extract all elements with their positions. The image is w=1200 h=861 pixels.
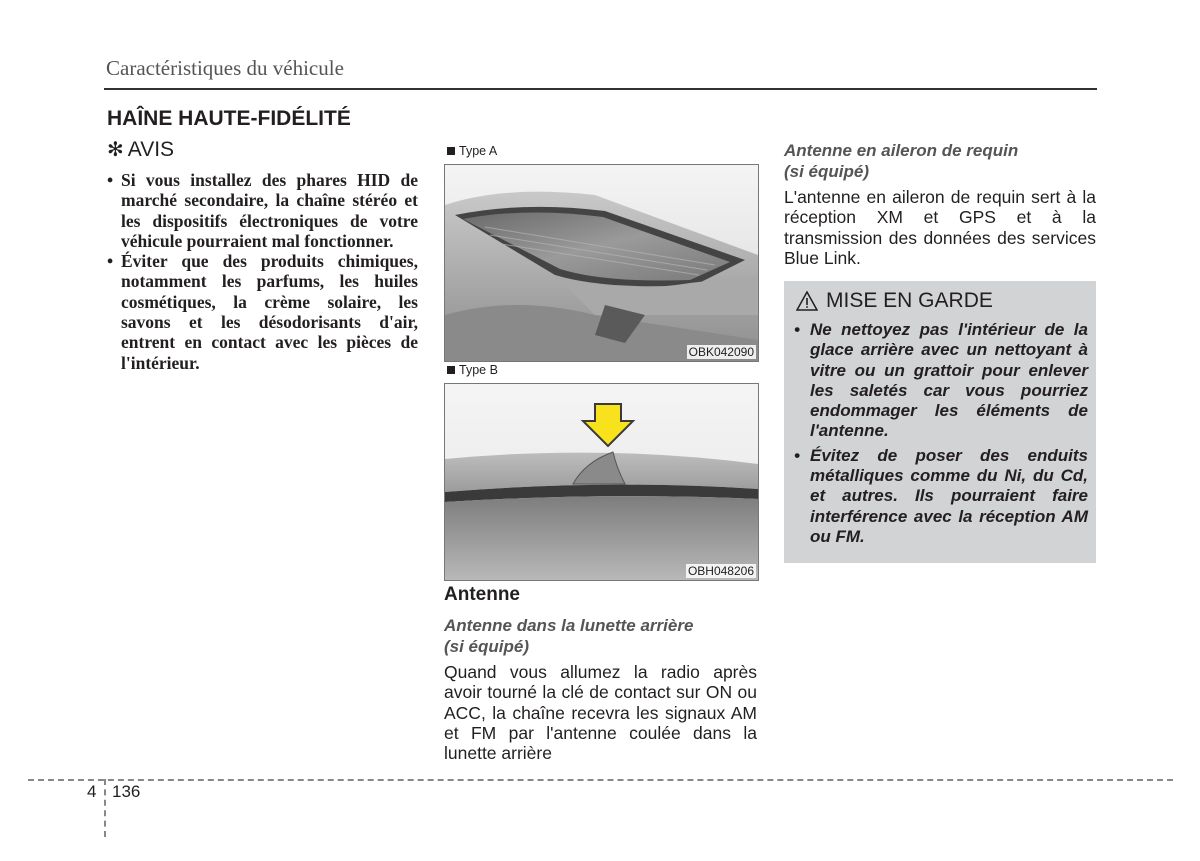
- shark-fin-subheading: Antenne en aileron de requin (si équipé): [784, 141, 1019, 181]
- footer-divider: [28, 779, 1173, 781]
- figure-type-b: [444, 383, 759, 581]
- square-bullet-icon: [447, 147, 455, 155]
- avis-notice: [107, 137, 418, 373]
- page-number: 136: [112, 782, 141, 801]
- antenne-heading: Antenne: [444, 584, 520, 605]
- shark-fin-body: L'antenne en aileron de requin sert à la réception XM et GPS et à la transmission des données des services Blue Link.: [784, 187, 1096, 268]
- shark-fin-antenna-illustration: [445, 384, 758, 580]
- bullet-icon: •: [107, 170, 114, 190]
- list-item: • Ne nettoyez pas l'intérieur de la glace arrière avec un nettoyant à vitre ou un grattoir pour enlever les saletés car vous pourriez endommager les éléments de l'antenne.: [794, 320, 1088, 441]
- antenne-section: [444, 584, 757, 763]
- antenne-subheading: Antenne dans la lunette arrière (si équipé): [444, 616, 694, 656]
- chapter-number: 4: [87, 782, 97, 801]
- list-item: • Évitez de poser des enduits métalliques comme du Ni, du Cd, et autres. Ils pourraient faire interférence avec la réception AM ou FM.: [794, 445, 1088, 546]
- list-item: • Éviter que des produits chimiques, notamment les parfums, les huiles cosmétiques, la crème solaire, les savons et les désodorisants d'air, entrent en contact avec les pièces de l'intérieur.: [107, 251, 418, 373]
- rear-window-antenna-illustration: [445, 165, 758, 361]
- warning-triangle-icon: [796, 291, 818, 311]
- running-header: Caractéristiques du véhicule: [106, 56, 344, 80]
- warning-list: [794, 320, 1088, 551]
- warning-box: [784, 281, 1096, 563]
- footer-vertical-divider: [104, 779, 106, 837]
- figure-code: OBK042090: [688, 345, 754, 359]
- bullet-icon: •: [107, 251, 114, 272]
- avis-list: [107, 170, 418, 373]
- bullet-icon: •: [794, 320, 800, 339]
- antenne-body: Quand vous allumez la radio après avoir tourné la clé de contact sur ON ou ACC, la chaîne recevra les signaux AM et FM par l'antenne coulée dans la lunette arrière: [444, 662, 757, 764]
- avis-title: AVIS: [127, 137, 175, 161]
- figure-b-label: Type B: [447, 363, 498, 377]
- warning-title: MISE EN GARDE: [826, 289, 993, 312]
- list-item: • Si vous installez des phares HID de marché secondaire, la chaîne stéréo et les dispositifs électroniques de votre véhicule pourraient mal fonctionner.: [107, 170, 418, 251]
- avis-heading: [107, 137, 418, 162]
- header-rule: [104, 88, 1097, 90]
- square-bullet-icon: [447, 366, 455, 374]
- warning-heading: [796, 289, 993, 313]
- figure-code: OBH048206: [687, 564, 754, 578]
- figure-type-a: [444, 164, 759, 362]
- asterisk-icon: ✻: [107, 139, 124, 161]
- bullet-icon: •: [794, 445, 800, 465]
- figure-a-label: Type A: [447, 144, 497, 158]
- section-title: HAÎNE HAUTE-FIDÉLITÉ: [107, 107, 351, 130]
- shark-fin-section: [784, 140, 1096, 268]
